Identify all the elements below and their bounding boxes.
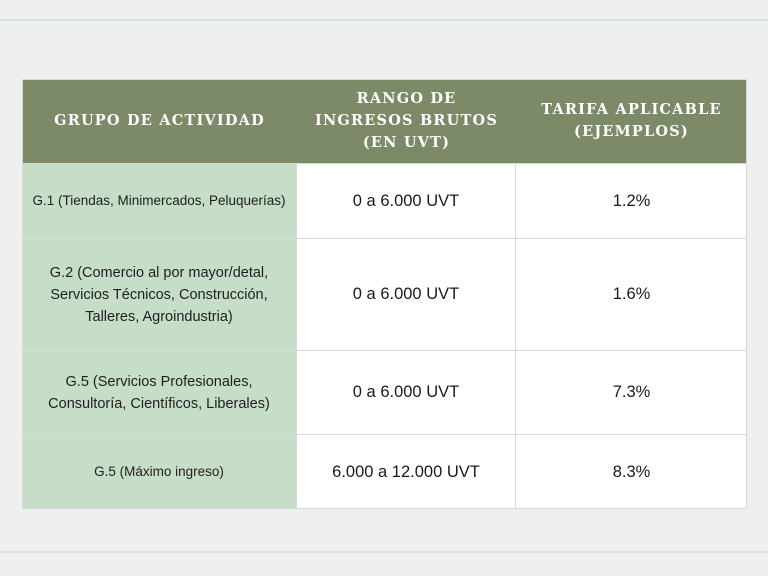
top-divider: [0, 19, 768, 21]
row2-group: G.2 (Comercio al por mayor/detal, Servicios Técnicos, Construcción, Talleres, Agroindustria): [22, 238, 297, 350]
row1-rate: 1.2%: [516, 163, 747, 238]
bottom-divider: [0, 551, 768, 553]
row3-range: 0 a 6.000 UVT: [297, 350, 516, 434]
row3-rate: 7.3%: [516, 350, 747, 434]
row4-group: G.5 (Máximo ingreso): [22, 434, 297, 509]
row3-group: G.5 (Servicios Profesionales, Consultoría, Científicos, Liberales): [22, 350, 297, 434]
header-activity-group: GRUPO DE ACTIVIDAD: [22, 79, 297, 163]
row1-group: G.1 (Tiendas, Minimercados, Peluquerías): [22, 163, 297, 238]
row1-range: 0 a 6.000 UVT: [297, 163, 516, 238]
header-income-range: RANGO DE INGRESOS BRUTOS (EN UVT): [297, 79, 516, 163]
header-applicable-rate: TARIFA APLICABLE (EJEMPLOS): [516, 79, 747, 163]
tax-rate-table: [22, 79, 747, 509]
row2-range: 0 a 6.000 UVT: [297, 238, 516, 350]
row4-rate: 8.3%: [516, 434, 747, 509]
row2-rate: 1.6%: [516, 238, 747, 350]
row4-range: 6.000 a 12.000 UVT: [297, 434, 516, 509]
